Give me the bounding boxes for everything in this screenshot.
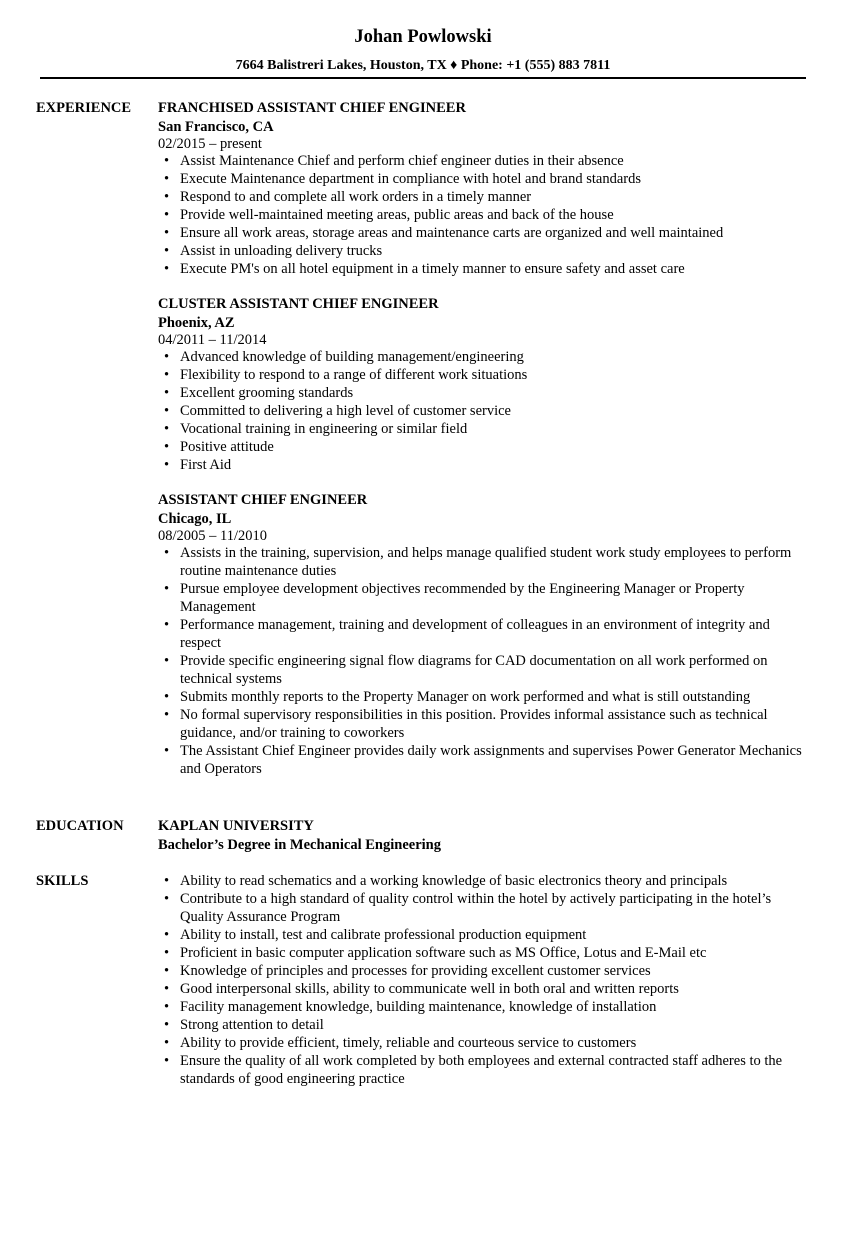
section-label-skills: SKILLS <box>36 873 89 889</box>
list-item: • Assists in the training, supervision, and helps manage qualified student work study employees to perform routine maintenance duties <box>158 544 808 580</box>
list-item: • Assist Maintenance Chief and perform chief engineer duties in their absence <box>158 152 808 170</box>
list-item: • First Aid <box>158 456 808 474</box>
candidate-name: Johan Powlowski <box>354 27 492 47</box>
job-dates: 08/2005 – 11/2010 <box>158 528 268 544</box>
job-bullets <box>158 152 808 278</box>
list-item: • Performance management, training and development of colleagues in an environment of integrity and respect <box>158 616 808 652</box>
list-item: • Ensure the quality of all work completed by both employees and external contracted staff adheres to the standards of good engineering practice <box>158 1052 808 1088</box>
section-label-experience: EXPERIENCE <box>36 100 132 116</box>
list-item: • Good interpersonal skills, ability to communicate well in both oral and written reports <box>158 980 808 998</box>
job-title: CLUSTER ASSISTANT CHIEF ENGINEER <box>158 296 439 312</box>
list-item: • Execute Maintenance department in compliance with hotel and brand standards <box>158 170 808 188</box>
list-item: • Pursue employee development objectives recommended by the Engineering Manager or Property Management <box>158 580 808 616</box>
degree-name: Bachelor’s Degree in Mechanical Engineering <box>158 837 441 853</box>
job-entry <box>158 491 808 778</box>
education-body <box>158 817 808 854</box>
job-dates: 04/2011 – 11/2014 <box>158 332 267 348</box>
list-item: • Strong attention to detail <box>158 1016 808 1034</box>
list-item: • Facility management knowledge, building maintenance, knowledge of installation <box>158 998 808 1016</box>
job-location: Phoenix, AZ <box>158 315 235 331</box>
header-divider <box>40 77 806 79</box>
list-item: • Contribute to a high standard of quality control within the hotel by actively participating in the hotel’s Quality Assurance Program <box>158 890 808 926</box>
skills-body <box>158 872 808 1088</box>
list-item: • Provide well-maintained meeting areas, public areas and back of the house <box>158 206 808 224</box>
list-item: • Vocational training in engineering or similar field <box>158 420 808 438</box>
resume-header <box>40 26 806 75</box>
list-item: • The Assistant Chief Engineer provides daily work assignments and supervises Power Generator Mechanics and Operators <box>158 742 808 778</box>
list-item: • Submits monthly reports to the Property Manager on work performed and what is still outstanding <box>158 688 808 706</box>
list-item: • Committed to delivering a high level of customer service <box>158 402 808 420</box>
experience-body <box>158 99 808 795</box>
contact-line: 7664 Balistreri Lakes, Houston, TX ♦ Phone: +1 (555) 883 7811 <box>235 58 611 73</box>
job-bullets <box>158 348 808 474</box>
job-bullets <box>158 544 808 778</box>
list-item: • Assist in unloading delivery trucks <box>158 242 808 260</box>
list-item: • Ability to read schematics and a working knowledge of basic electronics theory and principals <box>158 872 808 890</box>
list-item: • Respond to and complete all work orders in a timely manner <box>158 188 808 206</box>
job-dates: 02/2015 – present <box>158 136 262 152</box>
job-entry <box>158 295 808 474</box>
list-item: • Ability to provide efficient, timely, reliable and courteous service to customers <box>158 1034 808 1052</box>
school-name: KAPLAN UNIVERSITY <box>158 818 314 834</box>
list-item: • Ability to install, test and calibrate professional production equipment <box>158 926 808 944</box>
skills-list <box>158 872 808 1088</box>
list-item: • Advanced knowledge of building management/engineering <box>158 348 808 366</box>
job-title: ASSISTANT CHIEF ENGINEER <box>158 492 368 508</box>
list-item: • Flexibility to respond to a range of different work situations <box>158 366 808 384</box>
list-item: • Knowledge of principles and processes for providing excellent customer services <box>158 962 808 980</box>
list-item: • Excellent grooming standards <box>158 384 808 402</box>
job-title: FRANCHISED ASSISTANT CHIEF ENGINEER <box>158 100 466 116</box>
list-item: • Positive attitude <box>158 438 808 456</box>
section-label-education: EDUCATION <box>36 818 124 834</box>
list-item: • Ensure all work areas, storage areas and maintenance carts are organized and well maintained <box>158 224 808 242</box>
list-item: • Proficient in basic computer application software such as MS Office, Lotus and E-Mail etc <box>158 944 808 962</box>
job-location: Chicago, IL <box>158 511 232 527</box>
list-item: • No formal supervisory responsibilities in this position. Provides informal assistance such as technical guidance, and/or training to coworkers <box>158 706 808 742</box>
job-location: San Francisco, CA <box>158 119 274 135</box>
list-item: • Execute PM's on all hotel equipment in a timely manner to ensure safety and asset care <box>158 260 808 278</box>
list-item: • Provide specific engineering signal flow diagrams for CAD documentation on all work performed on technical systems <box>158 652 808 688</box>
job-entry <box>158 99 808 278</box>
